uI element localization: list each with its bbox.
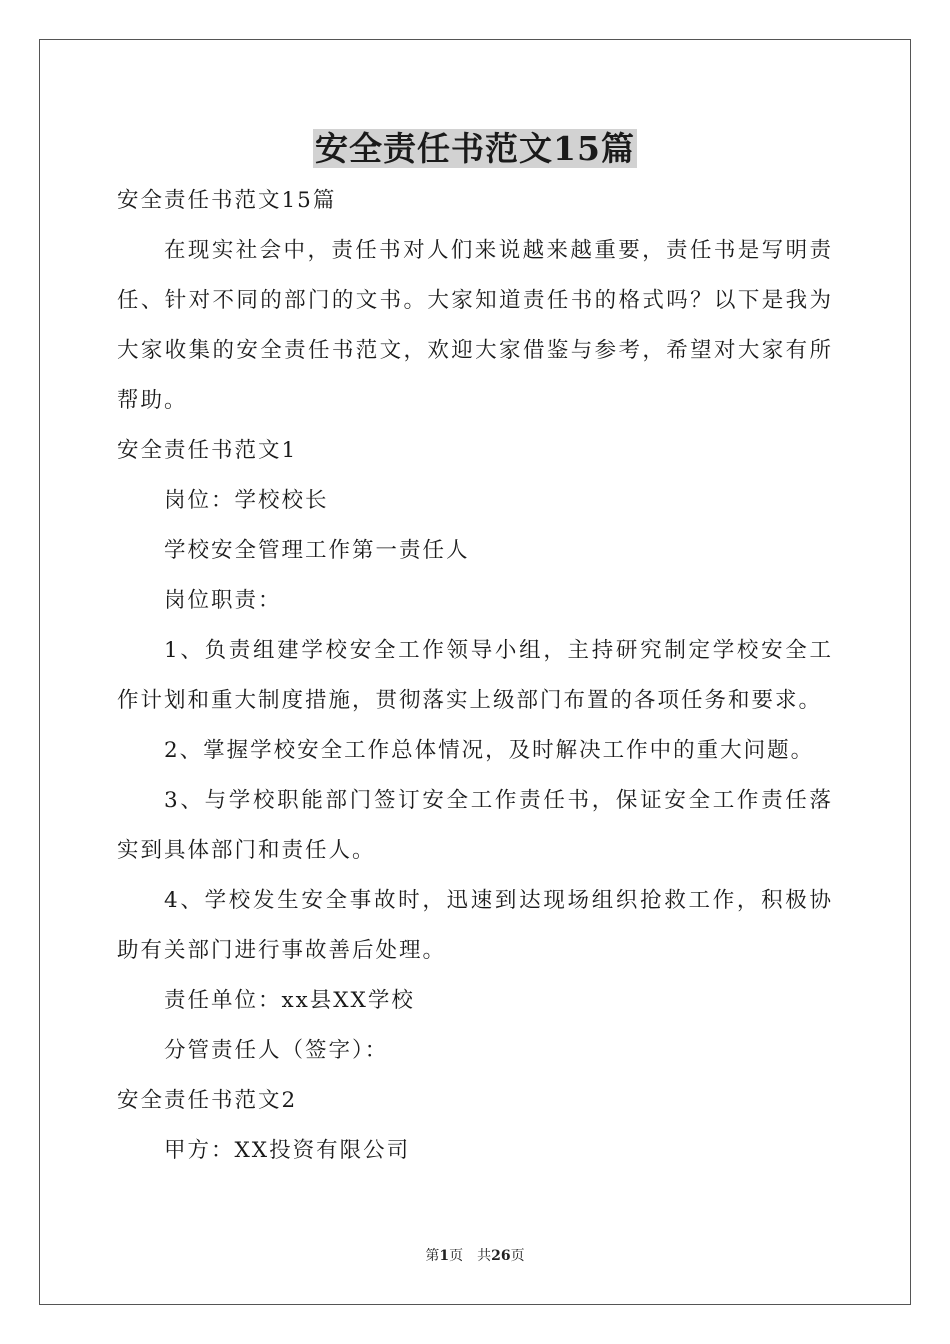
paragraph: 在现实社会中，责任书对人们来说越来越重要，责任书是写明责任、针对不同的部门的文书。大家知道责任书的格式吗？以下是我为大家收集的安全责任书范文，欢迎大家借鉴与参考，希望对大家有所帮助。	[117, 238, 833, 413]
document-title-text: 安全责任书范文15篇	[315, 129, 635, 168]
paragraph: 学校安全管理工作第一责任人	[164, 538, 470, 563]
paragraph: 安全责任书范文1	[117, 438, 298, 463]
paragraph: 2、掌握学校安全工作总体情况，及时解决工作中的重大问题。	[164, 738, 815, 763]
page-footer	[0, 1246, 950, 1266]
document-body	[117, 176, 833, 1176]
page-suffix: 页	[449, 1248, 464, 1264]
document-title	[0, 126, 950, 172]
page-number: 1	[439, 1248, 450, 1264]
paragraph: 安全责任书范文15篇	[117, 188, 337, 213]
paragraph: 分管责任人（签字）：	[164, 1038, 389, 1063]
paragraph: 安全责任书范文2	[117, 1088, 298, 1113]
page-prefix: 第	[425, 1248, 440, 1264]
paragraph: 甲方：XX投资有限公司	[164, 1138, 411, 1163]
total-prefix: 共	[477, 1248, 492, 1264]
paragraph: 3、与学校职能部门签订安全工作责任书，保证安全工作责任落实到具体部门和责任人。	[117, 788, 833, 863]
total-suffix: 页	[510, 1248, 525, 1264]
paragraph: 岗位：学校校长	[164, 488, 329, 513]
paragraph: 责任单位：xx县XX学校	[164, 988, 415, 1013]
paragraph: 岗位职责：	[164, 588, 282, 613]
paragraph: 4、学校发生安全事故时，迅速到达现场组织抢救工作，积极协助有关部门进行事故善后处理。	[117, 888, 833, 963]
total-pages: 26	[491, 1248, 511, 1264]
paragraph: 1、负责组建学校安全工作领导小组，主持研究制定学校安全工作计划和重大制度措施，贯彻落实上级部门布置的各项任务和要求。	[117, 638, 833, 713]
